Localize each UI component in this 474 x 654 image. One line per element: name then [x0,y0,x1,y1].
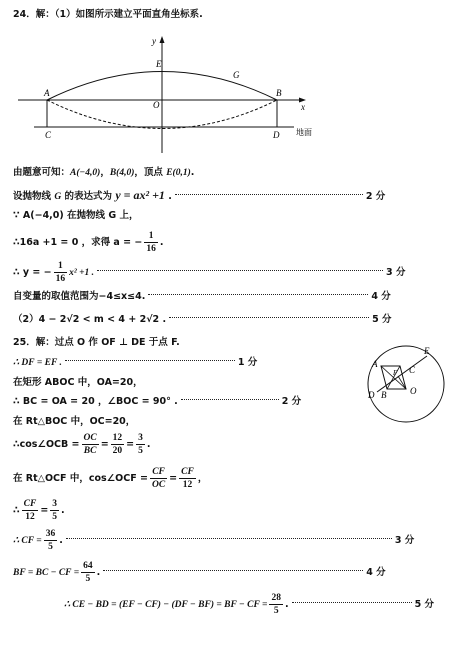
score: 2 分 [365,191,386,202]
line5-post: x² +1 . [69,268,95,278]
l6-pre: 在 Rt△OCF 中，cos∠OCF = [13,473,148,484]
curve-G: G [54,192,62,202]
p25-line4: 在 Rt△BOC 中，OC=20， [13,416,136,427]
line2-pre: 设抛物线 [13,191,55,202]
p25-line7 [13,494,65,528]
l9-pre: BF = BC − CF = [13,568,80,578]
p24-line6 [13,290,391,304]
score: 3 分 [394,535,415,546]
l3-text: ∴ BC = OA = 20 ，∠BOC = 90° . [13,396,178,407]
frac-num: 64 [83,561,93,571]
score: 5 分 [372,314,392,325]
l7-end: . [61,505,65,516]
fraction-denominator: 16 [146,244,156,254]
frac-num: OC [83,433,97,443]
p25-circle-figure [364,340,464,430]
p25-line6 [13,462,207,496]
frac-num: 36 [45,529,56,539]
l8-pre: ∴ CF = [13,536,42,546]
frac-den: OC [151,480,166,490]
score-leader [169,317,369,318]
circ-label-B: B [381,390,387,400]
fraction-numerator: 1 [54,260,68,273]
point-B: B(4,0) [109,168,135,178]
score: 2 分 [281,396,302,407]
fig-label-D: D [273,130,280,140]
line5-pre: ∴ y = − [13,267,52,278]
sep: ， [100,167,110,178]
score: 1 分 [237,357,258,368]
p24-line3: ∵ A(−4,0) 在抛物线 G 上， [13,210,139,221]
l10-pre: ∴ CE − BD = (EF − CF) − (DF − BF) = BF − CF = [64,600,268,610]
fig-label-A: A [44,88,50,98]
fig-label-E: E [156,59,162,69]
frac-den: 12 [25,512,35,522]
frac-num: 3 [52,499,58,509]
score-leader [103,570,363,571]
p24-coordinate-figure [14,28,314,158]
frac-num: CF [150,466,167,479]
circ-label-O: O [410,386,417,396]
line1-end: . [190,167,195,178]
frac-num: 28 [271,593,281,603]
p24-line5 [13,258,405,288]
l10-end: . [284,599,289,610]
frac-num: 12 [112,433,123,443]
l6-end: ， [197,473,208,484]
eq: = [169,473,178,484]
circ-label-A: A [372,359,378,369]
line6-text: 自变量的取值范围为−4≤x≤4. [13,291,146,302]
line2-mid: 的表达式为 [61,191,116,202]
p25-line9 [13,556,386,590]
point-A: A(−4,0) [70,168,101,178]
fig-label-O: O [153,100,160,110]
fraction-numerator: 1 [144,230,158,243]
fraction-denominator: 16 [55,274,66,284]
score: 5 分 [414,599,434,610]
l7-pre: ∴ [13,505,20,516]
frac-den: 20 [112,446,123,456]
p25-title: 25．解：过点 O 作 OF ⊥ DE 于点 F. [13,337,180,348]
score-leader [175,194,363,195]
p25-line3 [13,395,301,409]
score-leader [66,538,392,539]
frac-den: 5 [273,606,279,616]
line4-end: . [159,237,164,248]
line1-mid: ，顶点 [134,167,167,178]
eq: = [40,505,49,516]
frac-den: 5 [138,446,143,456]
score-leader [292,602,412,603]
score-leader [148,294,368,295]
frac-den: BC [83,446,97,456]
p25-line1 [13,356,257,370]
frac-num: 3 [138,433,143,443]
eq: = [100,439,109,450]
line7-text: （2）4 − 2√2 < m < 4 + 2√2 . [13,314,167,325]
frac-num: CF [23,499,37,509]
p25-line10 [64,588,434,622]
p24-line1 [13,166,194,180]
frac-num: CF [181,467,194,477]
point-E: E(0,1) [166,168,191,178]
fig-label-x: x [301,102,305,112]
fig-label-G: G [233,70,240,80]
fig-label-ground: 地面 [296,128,312,137]
circ-label-E: E [424,346,430,356]
frac-den: 5 [48,542,53,552]
fig-label-C: C [45,130,52,140]
score-leader [181,399,279,400]
p25-line8 [13,524,414,558]
frac-den: 5 [85,574,91,584]
p24-title: 24．解：（1）如图所示建立平面直角坐标系. [13,9,203,20]
score-leader [97,270,383,271]
l1-text: ∴ DF = EF . [13,358,62,368]
p25-line5 [13,428,151,462]
score-leader [65,360,235,361]
eq: = [126,439,135,450]
frac-den: 5 [52,512,58,522]
score: 4 分 [366,567,386,578]
circ-label-F: F [393,369,398,377]
line2-end: . [164,191,172,202]
fig-label-y: y [152,36,156,46]
line4-pre: ∴16a +1 = 0 ，求得 a = − [13,237,143,248]
p25-line2: 在矩形 ABOC 中，OA=20， [13,377,143,388]
l9-end: . [96,567,101,578]
p24-line4 [13,228,163,258]
equation: y = ax² +1 [115,188,165,202]
l8-end: . [59,535,63,546]
circ-label-C: C [409,365,416,375]
l5-end: . [146,439,151,450]
circ-label-D: D [368,390,375,400]
p24-line7 [13,313,391,327]
l5-pre: ∴cos∠OCB = [13,439,80,450]
p24-line2 [13,188,385,204]
frac-den: 12 [182,480,193,490]
fig-label-B: B [276,88,282,98]
score: 3 分 [386,267,406,278]
line1-pre: 由题意可知： [13,167,71,178]
score: 4 分 [371,291,391,302]
